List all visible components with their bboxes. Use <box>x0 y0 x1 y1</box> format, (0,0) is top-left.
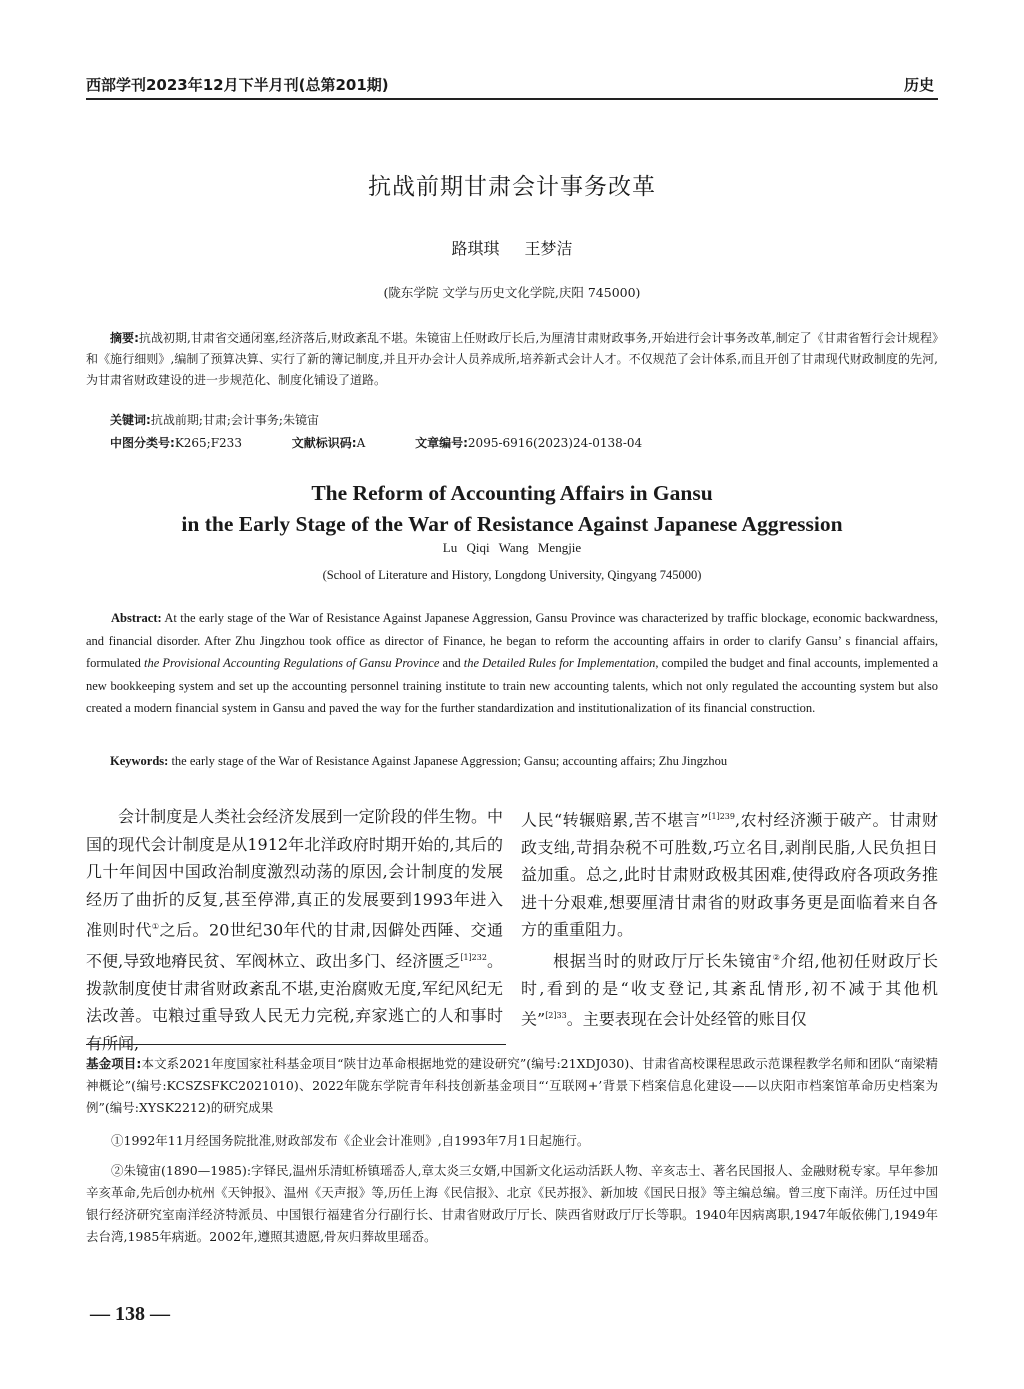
title-en <box>0 478 1024 540</box>
clc-label: 中图分类号: <box>110 436 175 450</box>
body-text: 之后。20世纪30年代的甘肃,因僻处西陲、交通不便,导致地瘠民贫、军阀林立、政出多门、经济匮乏 <box>86 920 503 971</box>
section-label: 历史 <box>903 76 934 94</box>
footnote-1: ①1992年11月经国务院批准,财政部发布《企业会计准则》,自1993年7月1日起施行。 <box>111 1133 590 1148</box>
citation-ref: [1]239 <box>708 812 735 821</box>
title-en-line1: The Reform of Accounting Affairs in Gansu <box>311 481 713 505</box>
abstract-en-italic2: the Detailed Rules for Implementation <box>463 656 656 670</box>
fund-label: 基金项目: <box>86 1056 142 1071</box>
title-cn: 抗战前期甘肃会计事务改革 <box>368 174 656 200</box>
clc-field <box>110 436 242 450</box>
doc-code-label: 文献标识码: <box>291 436 357 450</box>
body-text: ,农村经济濒于破产。甘肃财政支绌,苛捐杂税不可胜数,巧立名目,剥削民脂,人民负担日益加重。总之,此时甘肃财政极其困难,使得政府各项政务推进十分艰难,想要厘清甘肃省的财政事务更是面临着来自各方的重重阻力。 <box>521 810 938 940</box>
footnote-marker: ① <box>151 922 160 931</box>
body-text: 会计制度是人类社会经济发展到一定阶段的伴生物。中国的现代会计制度是从1912年北洋政府时期开始的,其后的几十年间因中国政治制度激烈动荡的原因,会计制度的发展经历了曲折的反复,甚至停滞,真正的发展要到1993年进入准则时代 <box>86 807 503 940</box>
keywords-en-label: Keywords: <box>110 754 169 768</box>
article-no-field <box>415 436 642 450</box>
clc-value: K265;F233 <box>174 436 242 450</box>
authors-cn: 路琪琪 王梦洁 <box>451 239 573 258</box>
doc-code-value: A <box>356 436 366 450</box>
body-paragraph <box>86 803 503 1057</box>
body-paragraph <box>521 803 938 944</box>
keywords-cn <box>86 410 938 431</box>
abstract-en-italic1: the Provisional Accounting Regulations of Gansu Province <box>143 656 440 670</box>
affiliation-cn: (陇东学院 文学与历史文化学院,庆阳 745000) <box>383 285 641 300</box>
footnote-marker: ② <box>772 952 781 962</box>
keywords-cn-label: 关键词: <box>110 413 151 427</box>
footnote-2: ②朱镜宙(1890—1985):字铎民,温州乐清虹桥镇瑶岙人,章太炎三女婿,中国新文化运动活跃人物、辛亥志士、著名民国报人、金融财税专家。早年参加辛亥革命,先后创办杭州《天钟报》、温州《天声报》等,历任上海《民信报》、北京《民苏报》、新加坡《国民日报》等主编总编。曾三度下南洋。历任过中国银行经济研究室南洋经济特派员、中国银行福建省分行副行长、甘肃省财政厅厅长、陕西省财政厅厅长等职。1940年因病离职,1947年皈依佛门,1949年去台湾,1985年病逝。2002年,遵照其遗愿,骨灰归葬故里瑶岙。 <box>86 1163 939 1244</box>
article-no-label: 文章编号: <box>415 436 468 450</box>
title-en-line2: in the Early Stage of the War of Resistance Against Japanese Aggression <box>181 512 843 536</box>
abstract-en-label: Abstract: <box>111 611 162 625</box>
keywords-cn-text: 抗战前期;甘肃;会计事务;朱镜宙 <box>150 413 319 427</box>
body-paragraph <box>521 944 938 1033</box>
header-rule <box>86 98 938 100</box>
body-text: 根据当时的财政厅厅长朱镜宙 <box>553 951 773 971</box>
doc-code-field <box>292 436 365 450</box>
keywords-en-text: the early stage of the War of Resistance Against Japanese Aggression; Gansu; accounting affairs; Zhu Jingzhou <box>171 754 728 768</box>
keywords-en <box>86 754 938 769</box>
abstract-en-text2: and <box>442 656 461 670</box>
body-text: 。拨款制度使甘肃省财政紊乱不堪,吏治腐败无度,军纪风纪无法改善。屯粮过重导致人民无力完税,弃家逃亡的人和事时有所闻, <box>86 951 503 1053</box>
abstract-en-text1: At the early stage of the War of Resistance Against Japanese Aggression, Gansu Province was characterized by traffic blockage, economic backwardness, and financial disorder. After Zhu Jingzhou took office as director of Finance, he began to reform the accounting affairs in order to clarify Gansu’ s financial affairs, formulated <box>86 611 938 670</box>
abstract-cn-text: 抗战初期,甘肃省交通闭塞,经济落后,财政紊乱不堪。朱镜宙上任财政厅长后,为厘清甘肃财政事务,开始进行会计事务改革,制定了《甘肃省暂行会计规程》和《施行细则》,编制了预算决算、实行了新的簿记制度,并且开办会计人员养成所,培养新式会计人才。不仅规范了会计体系,而且开创了甘肃现代财政制度的先河,为甘肃省财政建设的进一步规范化、制度化铺设了道路。 <box>86 331 938 387</box>
body-text: 。主要表现在会计处经管的账目仅 <box>566 1009 807 1029</box>
abstract-cn-label: 摘要: <box>110 331 139 345</box>
abstract-cn <box>86 328 938 391</box>
abstract-en <box>86 607 938 720</box>
authors-en: Lu Qiqi Wang Mengjie <box>442 540 582 555</box>
fund-note <box>86 1053 938 1119</box>
body-column-right <box>521 803 938 1033</box>
journal-header: 西部学刊2023年12月下半月刊(总第201期) <box>86 76 389 94</box>
footnote-rule <box>86 1044 506 1045</box>
abstract-en-text3: , compiled the budget and final accounts, implemented a new bookkeeping system and set up the accounting personnel training institute to train new accounting talents, which not only regulated the accounting system but also created a modern financial system in Gansu and paved the way for the further standardization and institutionalization of its financial construction. <box>86 656 939 715</box>
citation-ref: [2]33 <box>545 1011 567 1021</box>
affiliation-en: (School of Literature and History, Longdong University, Qingyang 745000) <box>322 568 702 582</box>
article-no-value: 2095-6916(2023)24-0138-04 <box>467 436 643 450</box>
classification-line <box>86 433 938 454</box>
body-column-left <box>86 803 503 1057</box>
citation-ref: [1]232 <box>460 952 487 962</box>
body-text: 人民“转辗赔累,苦不堪言” <box>521 810 709 830</box>
page-number: — 138 — <box>90 1303 170 1325</box>
body-text: 介绍,他初任财政厅长时,看到的是“收支登记,其紊乱情形,初不减于其他机关” <box>521 951 938 1029</box>
fund-text: 本文系2021年度国家社科基金项目“陕甘边革命根据地党的建设研究”(编号:21XDJ030)、甘肃省高校课程思政示范课程教学名师和团队“南梁精神概论”(编号:KCSZSFKC2021010)、2022年陇东学院青年科技创新基金项目“‘互联网+’背景下档案信息化建设——以庆阳市档案馆革命历史档案为例”(编号:XYSK2212)的研究成果 <box>86 1056 939 1115</box>
